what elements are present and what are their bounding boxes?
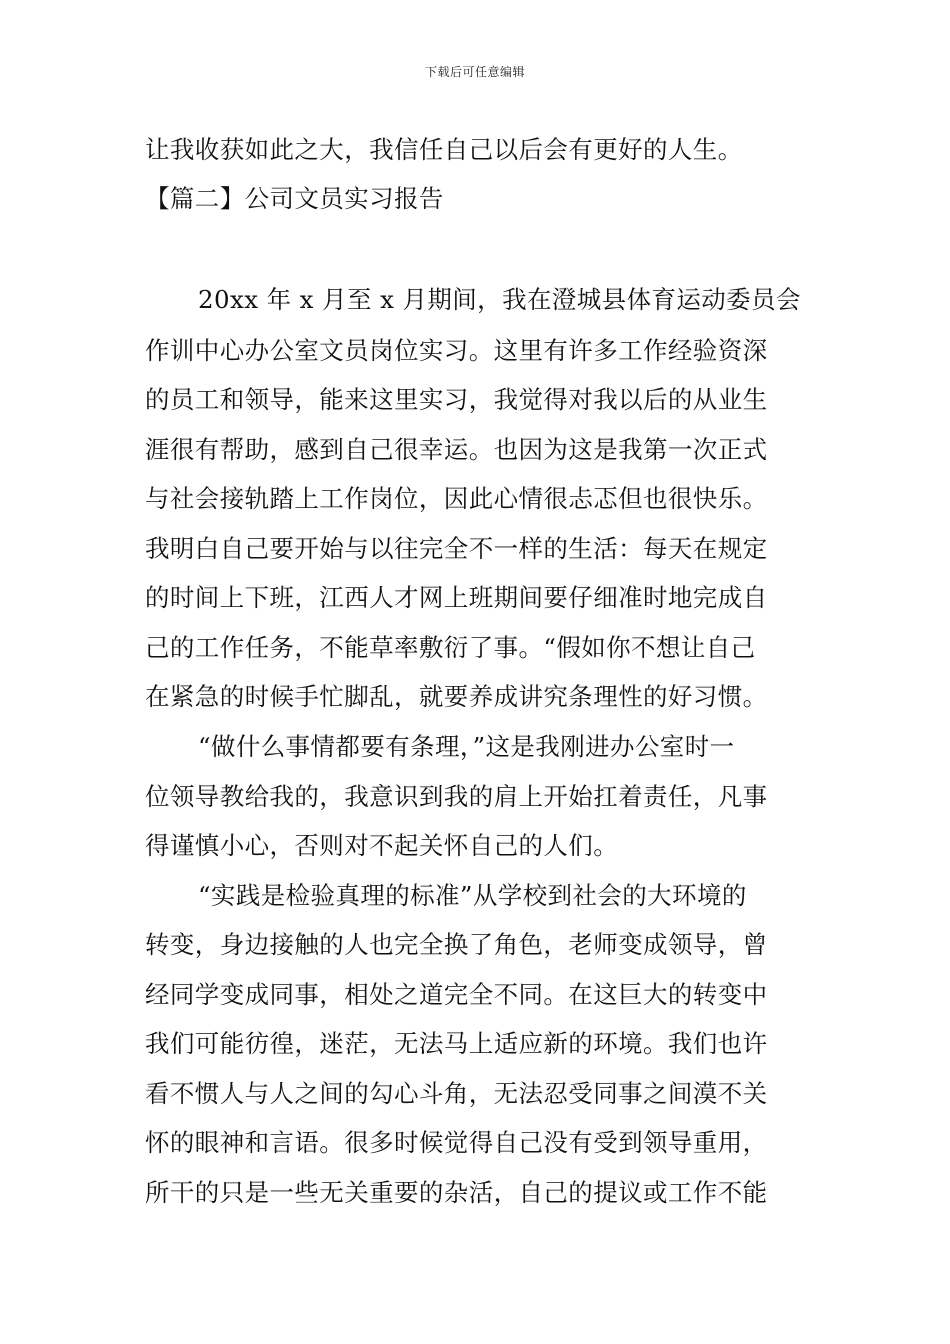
text-line: 得谨慎小心，否则对不起关怀自己的人们。 [145, 831, 619, 860]
text-line: 经同学变成同事，相处之道完全不同。在这巨大的转变中 [145, 980, 768, 1009]
text-line: 转变，身边接触的人也完全换了角色，老师变成领导，曾 [145, 930, 768, 959]
text-line: “做什么事情都要有条理，”这是我刚进办公室时一 [198, 732, 735, 761]
page-header: 下载后可任意编辑 [424, 65, 525, 79]
text-line: 怀的眼神和言语。很多时候觉得自己没有受到领导重用， [145, 1128, 768, 1157]
text-line: 位领导教给我的，我意识到我的肩上开始扛着责任，凡事 [145, 782, 768, 811]
text-line: 的时间上下班，江西人才网上班期间要仔细准时地完成自 [145, 583, 768, 612]
text-line: 我明白自己要开始与以往完全不一样的生活：每天在规定 [145, 534, 768, 563]
text-line: 作训中心办公室文员岗位实习。这里有许多工作经验资深 [145, 336, 768, 365]
text-line: 看不惯人与人之间的勾心斗角，无法忍受同事之间漠不关 [145, 1079, 768, 1108]
text-line: 我们可能彷徨，迷茫，无法马上适应新的环境。我们也许 [145, 1029, 768, 1058]
text-line: 己的工作任务，不能草率敷衍了事。“假如你不想让自己 [145, 633, 756, 662]
text-line: 所干的只是一些无关重要的杂活，自己的提议或工作不能 [145, 1178, 768, 1207]
text-line: 在紧急的时候手忙脚乱，就要养成讲究条理性的好习惯。 [145, 682, 768, 711]
text-line: 20xx 年 x 月至 x 月期间，我在澄城县体育运动委员会 [198, 285, 801, 314]
text-line: 与社会接轨踏上工作岗位，因此心情很忐忑但也很快乐。 [145, 484, 768, 513]
text-line: 涯很有帮助，感到自己很幸运。也因为这是我第一次正式 [145, 435, 768, 464]
text-line: 让我收获如此之大，我信任自己以后会有更好的人生。 [145, 135, 743, 164]
text-line: “实践是检验真理的标准”从学校到社会的大环境的 [198, 881, 747, 910]
section-heading: 【篇二】公司文员实习报告 [145, 184, 444, 213]
text-line: 的员工和领导，能来这里实习，我觉得对我以后的从业生 [145, 385, 768, 414]
